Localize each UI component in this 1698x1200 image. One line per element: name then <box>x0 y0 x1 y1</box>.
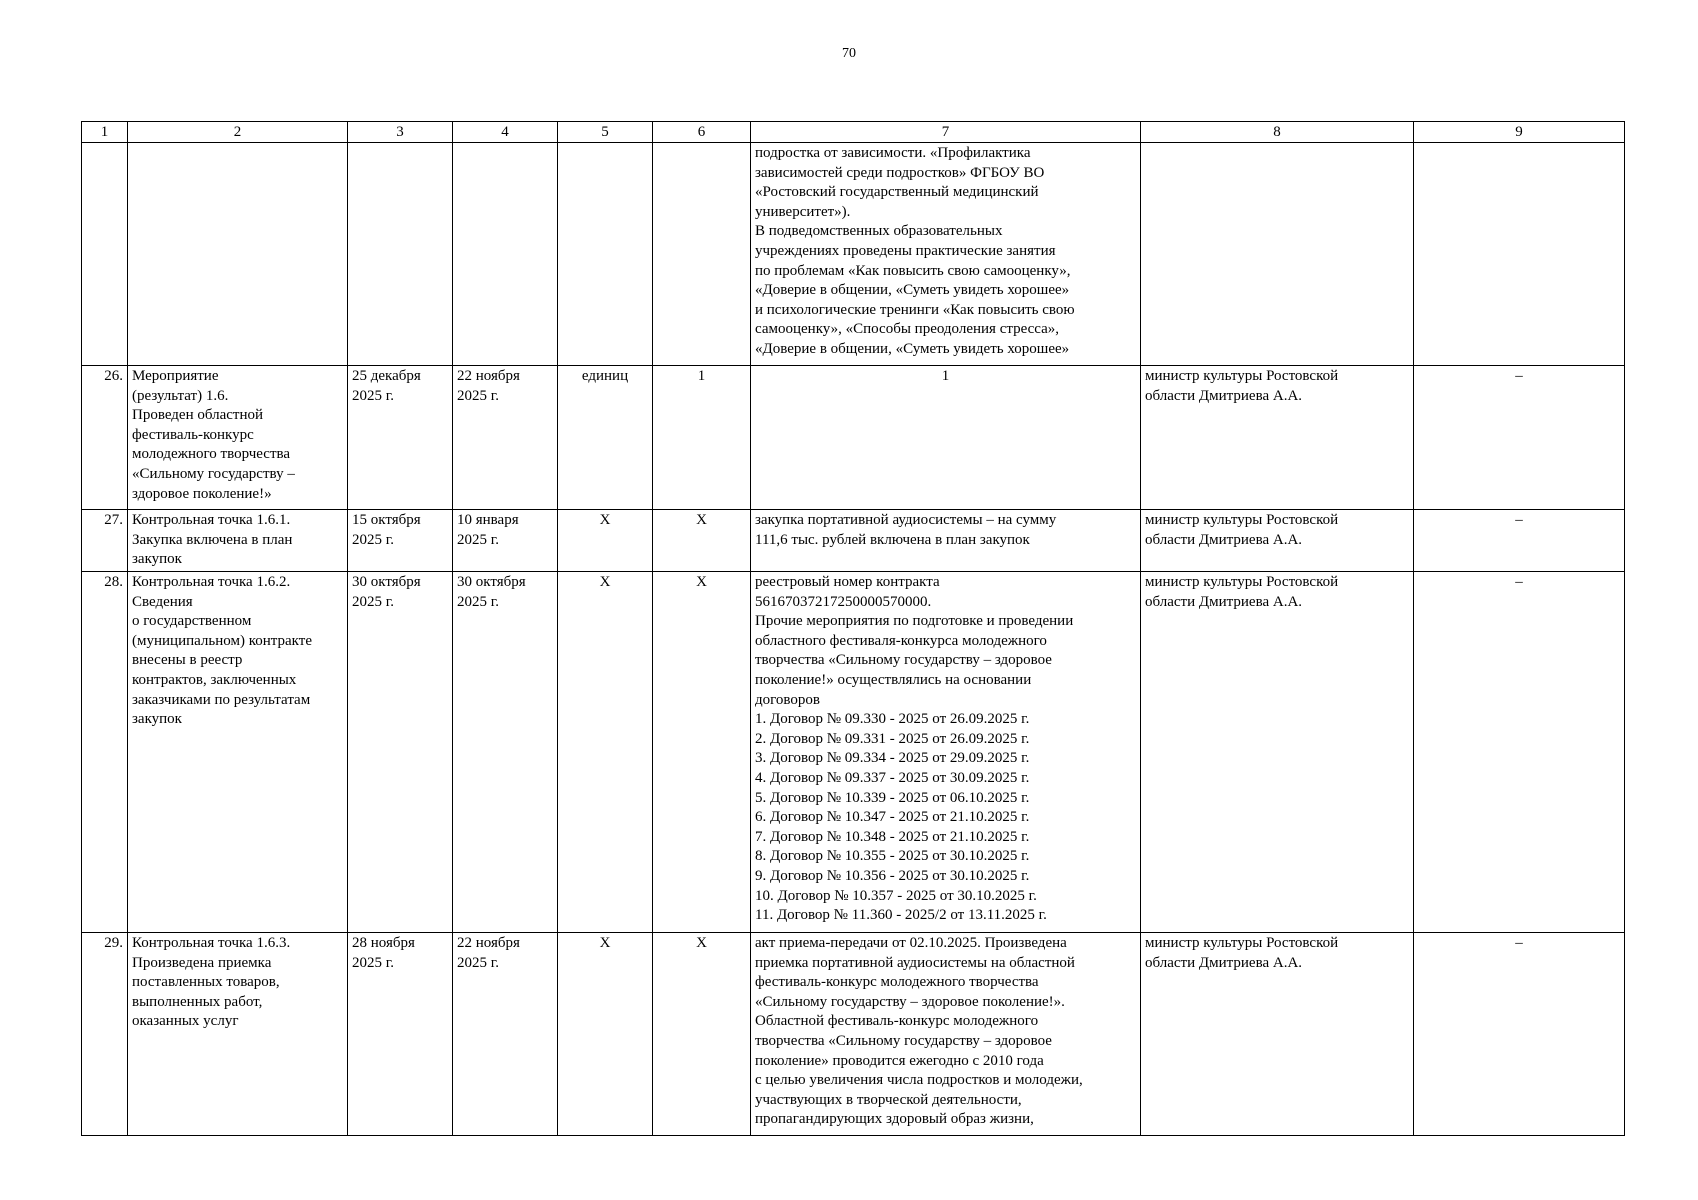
cell-result: закупка портативной аудиосистемы – на сумму 111,6 тыс. рублей включена в план закупок <box>751 510 1141 572</box>
cell-responsible: министр культуры Ростовской области Дмитриева А.А. <box>1141 510 1414 572</box>
column-header-9: 9 <box>1414 122 1625 143</box>
table-row <box>82 572 1625 933</box>
cell-unit: единиц <box>558 366 653 510</box>
page-number: 70 <box>842 46 856 61</box>
table-row <box>82 366 1625 510</box>
column-header-3: 3 <box>348 122 453 143</box>
cell-plan-value: X <box>653 933 751 1136</box>
cell-row-number: 27. <box>82 510 128 572</box>
cell-row-number: 28. <box>82 572 128 933</box>
cell-unit: X <box>558 933 653 1136</box>
cell-plan-date: 28 ноября 2025 г. <box>348 933 453 1136</box>
cell-note: – <box>1414 933 1625 1136</box>
column-header-7: 7 <box>751 122 1141 143</box>
report-table <box>81 121 1625 1136</box>
cell-fact-date: 22 ноября 2025 г. <box>453 933 558 1136</box>
cell-row-number: 29. <box>82 933 128 1136</box>
cell-empty <box>348 143 453 366</box>
cell-row-number: 26. <box>82 366 128 510</box>
cell-result: 1 <box>751 366 1141 510</box>
cell-fact-date: 22 ноября 2025 г. <box>453 366 558 510</box>
cell-empty <box>1141 143 1414 366</box>
cell-responsible: министр культуры Ростовской области Дмитриева А.А. <box>1141 366 1414 510</box>
cell-plan-value: X <box>653 510 751 572</box>
cell-plan-date: 25 декабря 2025 г. <box>348 366 453 510</box>
cell-empty <box>1414 143 1625 366</box>
cell-note: – <box>1414 510 1625 572</box>
cell-name: Контрольная точка 1.6.2. Сведения о государственном (муниципальном) контракте внесены в реестр контрактов, заключенных заказчиками по результатам закупок <box>128 572 348 933</box>
table-row-continuation <box>82 143 1625 366</box>
cell-note: – <box>1414 572 1625 933</box>
column-header-8: 8 <box>1141 122 1414 143</box>
cell-plan-date: 30 октября 2025 г. <box>348 572 453 933</box>
cell-name: Контрольная точка 1.6.3. Произведена приемка поставленных товаров, выполненных работ, оказанных услуг <box>128 933 348 1136</box>
cell-plan-value: 1 <box>653 366 751 510</box>
column-header-4: 4 <box>453 122 558 143</box>
cell-responsible: министр культуры Ростовской области Дмитриева А.А. <box>1141 933 1414 1136</box>
column-header-6: 6 <box>653 122 751 143</box>
cell-empty <box>128 143 348 366</box>
cell-result: акт приема-передачи от 02.10.2025. Произведена приемка портативной аудиосистемы на областной фестиваль-конкурс молодежного творчества «Сильному государству – здоровое поколение!». Областной фестиваль-конкурс молодежного творчества «Сильному государству – здоровое поколение» проводится ежегодно с 2010 года с целью увеличения числа подростков и молодежи, участвующих в творческой деятельности, пропагандирующих здоровый образ жизни, <box>751 933 1141 1136</box>
cell-result-continuation: подростка от зависимости. «Профилактика зависимостей среди подростков» ФГБОУ ВО «Ростовский государственный медицинский университет»). В подведомственных образовательных учреждениях проведены практические занятия по проблемам «Как повысить свою самооценку», «Доверие в общении, «Суметь увидеть хорошее» и психологические тренинги «Как повысить свою самооценку», «Способы преодоления стресса», «Доверие в общении, «Суметь увидеть хорошее» <box>751 143 1141 366</box>
cell-name: Мероприятие (результат) 1.6. Проведен областной фестиваль-конкурс молодежного творчества «Сильному государству – здоровое поколение!» <box>128 366 348 510</box>
cell-plan-date: 15 октября 2025 г. <box>348 510 453 572</box>
table-row <box>82 510 1625 572</box>
cell-note: – <box>1414 366 1625 510</box>
cell-responsible: министр культуры Ростовской области Дмитриева А.А. <box>1141 572 1414 933</box>
header-row <box>82 122 1625 143</box>
cell-empty <box>453 143 558 366</box>
cell-fact-date: 10 января 2025 г. <box>453 510 558 572</box>
cell-unit: X <box>558 572 653 933</box>
cell-result: реестровый номер контракта 5616703721725000057000​0. Прочие мероприятия по подготовке и проведении областного фестиваля-конкурса молодежного творчества «Сильному государству – здоровое поколение!» осуществлялись на основании договоров 1. Договор № 09.330 - 2025 от 26.09.2025 г. 2. Договор № 09.331 - 2025 от 26.09.2025 г. 3. Договор № 09.334 - 2025 от 29.09.2025 г. 4. Договор № 09.337 - 2025 от 30.09.2025 г. 5. Договор № 10.339 - 2025 от 06.10.2025 г. 6. Договор № 10.347 - 2025 от 21.10.2025 г. 7. Договор № 10.348 - 2025 от 21.10.2025 г. 8. Договор № 10.355 - 2025 от 30.10.2025 г. 9. Договор № 10.356 - 2025 от 30.10.2025 г. 10. Договор № 10.357 - 2025 от 30.10.2025 г. 11. Договор № 11.360 - 2025/2 от 13.11.2025 г. <box>751 572 1141 933</box>
column-header-1: 1 <box>82 122 128 143</box>
column-header-2: 2 <box>128 122 348 143</box>
table-row <box>82 933 1625 1136</box>
cell-plan-value: X <box>653 572 751 933</box>
cell-empty <box>558 143 653 366</box>
cell-name: Контрольная точка 1.6.1. Закупка включена в план закупок <box>128 510 348 572</box>
cell-fact-date: 30 октября 2025 г. <box>453 572 558 933</box>
cell-empty <box>653 143 751 366</box>
column-header-5: 5 <box>558 122 653 143</box>
cell-unit: X <box>558 510 653 572</box>
cell-empty <box>82 143 128 366</box>
